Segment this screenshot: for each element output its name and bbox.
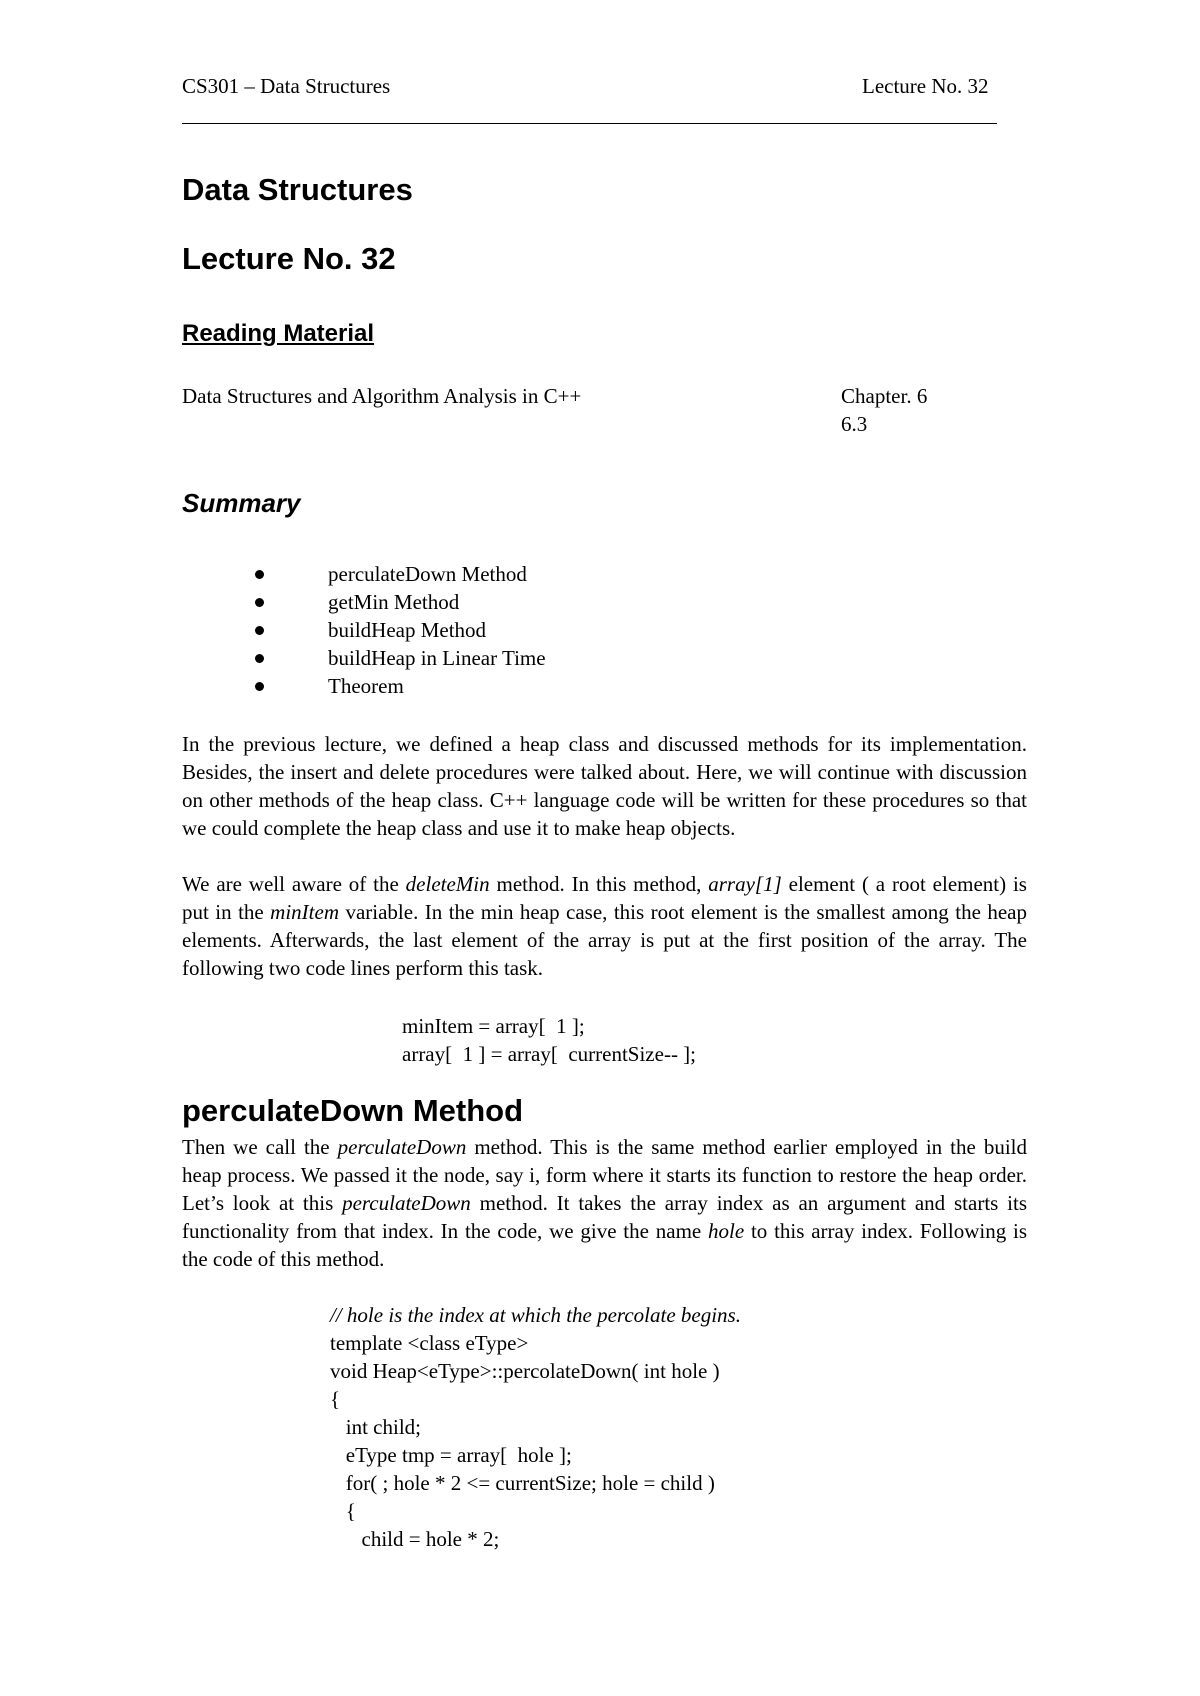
code-line: void Heap<eType>::percolateDown( int hole ) [330,1359,720,1383]
summary-item: buildHeap Method [182,616,546,644]
header-lecture: Lecture No. 32 [862,74,989,98]
summary-item: getMin Method [182,588,546,616]
document-title: Data Structures [182,172,413,207]
header-course: CS301 – Data Structures [182,74,391,98]
code-line: { [330,1499,356,1523]
minitem-term: minItem [270,900,339,924]
code-line: for( ; hole * 2 <= currentSize; hole = child ) [330,1471,715,1495]
code-line: eType tmp = array[ hole ]; [330,1443,572,1467]
perculatedown-term: perculateDown [342,1191,471,1215]
reading-section: 6.3 [841,412,868,436]
section-paragraph: Then we call the perculateDown method. This is the same method earlier employed in the build heap process. We passed it the node, say i, form where it starts its function to restore the heap order. Let’s look at this perculateDown method. It takes the array index as an argument and starts its functionality from that index. In the code, we give the name hole to this array index. Following is the code of this method. [182,1135,1027,1271]
perculatedown-term: perculateDown [337,1135,467,1159]
section-heading: perculateDown Method [182,1093,524,1128]
code-comment: // hole is the index at which the percolate begins. [330,1303,741,1327]
summary-item: perculateDown Method [182,560,546,588]
intro-paragraph-1: In the previous lecture, we defined a heap class and discussed methods for its implementation. Besides, the insert and delete procedures were talked about. Here, we will continue with discussion on other methods of the heap class. C++ language code will be written for these procedures so that we could complete the heap class and use it to make heap objects. [182,732,1027,840]
bullet-icon [255,598,264,607]
bullet-icon [255,654,264,663]
bullet-icon [255,626,264,635]
hole-term: hole [708,1219,745,1243]
code-line: child = hole * 2; [330,1527,500,1551]
intro-paragraph-2: We are well aware of the deleteMin method. In this method, array[1] element ( a root element) is put in the minItem variable. In the min heap case, this root element is the smallest among the heap elements. Afterwards, the last element of the array is put at the first position of the array. The following two code lines perform this task. [182,872,1027,980]
summary-item: Theorem [182,672,546,700]
reading-material-heading: Reading Material [182,320,375,347]
code-line: template <class eType> [330,1331,529,1355]
summary-list [182,560,546,700]
snippet-line: array[ 1 ] = array[ currentSize-- ]; [402,1042,697,1066]
reading-book: Data Structures and Algorithm Analysis in C++ [182,384,582,408]
summary-heading: Summary [182,488,301,518]
summary-item: buildHeap in Linear Time [182,644,546,672]
code-line: int child; [330,1415,421,1439]
bullet-icon [255,682,264,691]
bullet-icon [255,570,264,579]
snippet-line: minItem = array[ 1 ]; [402,1014,585,1038]
deletemin-term: deleteMin [405,872,490,896]
code-line: { [330,1387,341,1411]
header-rule [182,123,997,124]
lecture-title: Lecture No. 32 [182,241,396,276]
reading-chapter: Chapter. 6 [841,384,928,408]
array1-term: array[1] [708,872,782,896]
